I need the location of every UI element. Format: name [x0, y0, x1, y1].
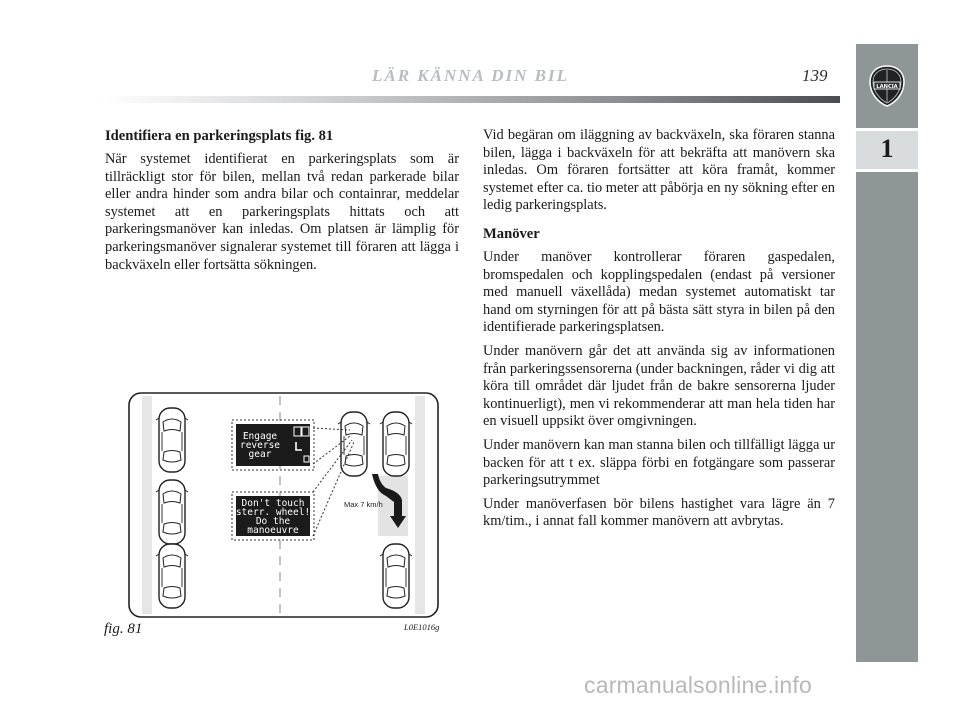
parked-car-icon — [156, 480, 188, 544]
left-column — [105, 127, 459, 280]
parked-car-icon — [156, 544, 188, 608]
section-title: LÄR KÄNNA DIN BIL — [372, 66, 569, 85]
display-text: gear — [248, 449, 272, 460]
body-paragraph: Vid begäran om iläggning av backväxeln, ska föraren stanna bilen, lägga i backväxeln för att bekräfta att manövern ska inledas. Om föraren fortsätter att köra framåt, kommer systemet efter ca. tio meter att påbörja en ny sökning efter en ledig parkeringsplats. — [483, 127, 835, 214]
watermark: carmanualsonline.info — [584, 672, 812, 698]
parking-figure — [128, 392, 439, 618]
body-paragraph: Under manöver kontrollerar föraren gaspedalen, bromspedalen och kopplingspedalen (endast på versioner med manuell växellåda) medan systemet automatiskt tar hand om styrningen för att på bästa sätt styra in bilen på den identifierade parkeringsplatsen. — [483, 248, 835, 336]
chapter-number: 1 — [880, 134, 894, 163]
own-car-icon — [338, 412, 370, 476]
display-text: sterr. wheel! — [235, 507, 311, 518]
body-paragraph: Under manövern går det att använda sig av informationen från parkeringssensorerna (under backningen, råder vi dig att köra till området där ljudet från de bakre sensorerna ljuder kontinuerligt), men vi rekommenderar att man hela tiden har en visuell uppsikt över omgivningen. — [483, 342, 835, 430]
parked-car-icon — [156, 408, 188, 472]
body-paragraph: Under manövern kan man stanna bilen och tillfälligt lägga ur backen för att t ex. släppa förbi en fotgängare som passerar parkeringsutrymmet — [483, 436, 835, 489]
right-column — [483, 127, 835, 537]
display-text: Do the — [255, 516, 291, 527]
body-paragraph: Under manöverfasen bör bilens hastighet vara lägre än 7 km/tim., i annat fall kommer manövern att avbrytas. — [483, 495, 835, 530]
parked-car-icon — [380, 412, 412, 476]
tab-separator — [856, 169, 918, 172]
header-rule — [100, 96, 840, 103]
display-text: manoeuvre — [247, 525, 299, 536]
page-number: 139 — [802, 66, 828, 85]
display-text: Engage — [242, 431, 278, 442]
lancia-logo-icon — [868, 64, 906, 108]
figure-code: L0E1016g — [404, 622, 440, 632]
section-heading: Manöver — [483, 225, 540, 242]
section-heading: Identifiera en parkeringsplats fig. 81 — [105, 128, 334, 144]
logo-text: LANCIA — [876, 84, 898, 90]
parked-car-icon — [380, 544, 412, 608]
body-paragraph: När systemet identifierat en parkeringsplats som är tillräckligt stor för bilen, mellan två redan parkerade bilar eller andra hinder som andra bilar och containrar, meddelar systemet att en parkeringsplats hittats och att parkeringsmanöver kan inledas. Om platsen är lämplig för parkeringsmanöver signalerar systemet till föraren att lägga i backväxeln eller fortsätta sökningen. — [105, 151, 459, 273]
display-text: Don't touch — [241, 498, 305, 509]
display-text: reverse — [239, 440, 281, 451]
speed-label: Max 7 km/h — [344, 500, 383, 509]
figure-caption: fig. 81 — [104, 621, 143, 637]
